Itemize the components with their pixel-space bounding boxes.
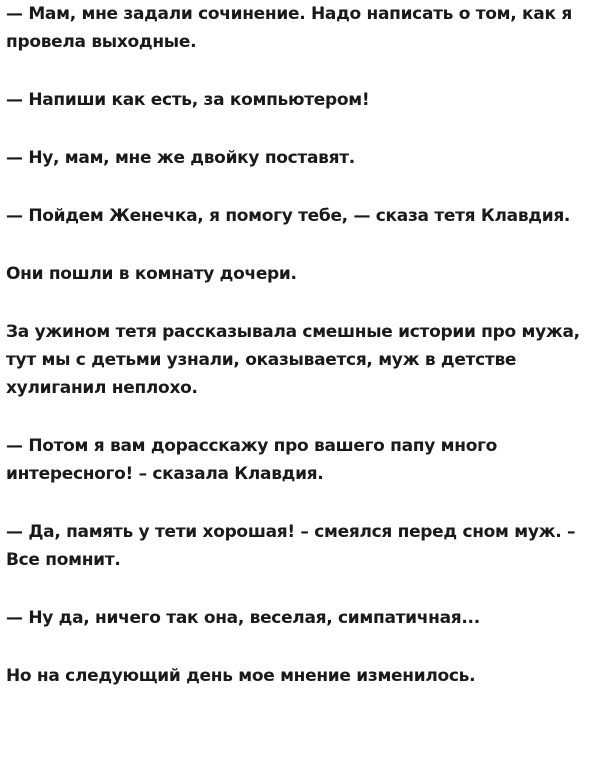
paragraph-2: — Напиши как есть, за компьютером!: [6, 90, 370, 110]
paragraph-7: — Потом я вам дорасскажу про вашего папу много интересного! – сказала Клавдия.: [6, 436, 498, 484]
paragraph-8: — Да, память у тети хорошая! – смеялся перед сном муж. – Все помнит.: [6, 522, 576, 570]
paragraph-3: — Ну, мам, мне же двойку поставят.: [6, 148, 355, 168]
paragraph-10: Но на следующий день мое мнение изменилось.: [6, 666, 476, 686]
paragraph-9: — Ну да, ничего так она, веселая, симпатичная...: [6, 608, 480, 628]
paragraph-5: Они пошли в комнату дочери.: [6, 264, 297, 284]
paragraph-4: — Пойдем Женечка, я помогу тебе, — сказа тетя Клавдия.: [6, 206, 571, 226]
paragraph-1: — Мам, мне задали сочинение. Надо написать о том, как я провела выходные.: [6, 4, 572, 52]
paragraph-6: За ужином тетя рассказывала смешные истории про мужа, тут мы с детьми узнали, оказывается, муж в детстве хулиганил неплохо.: [6, 322, 580, 398]
story-text: [6, 0, 606, 720]
